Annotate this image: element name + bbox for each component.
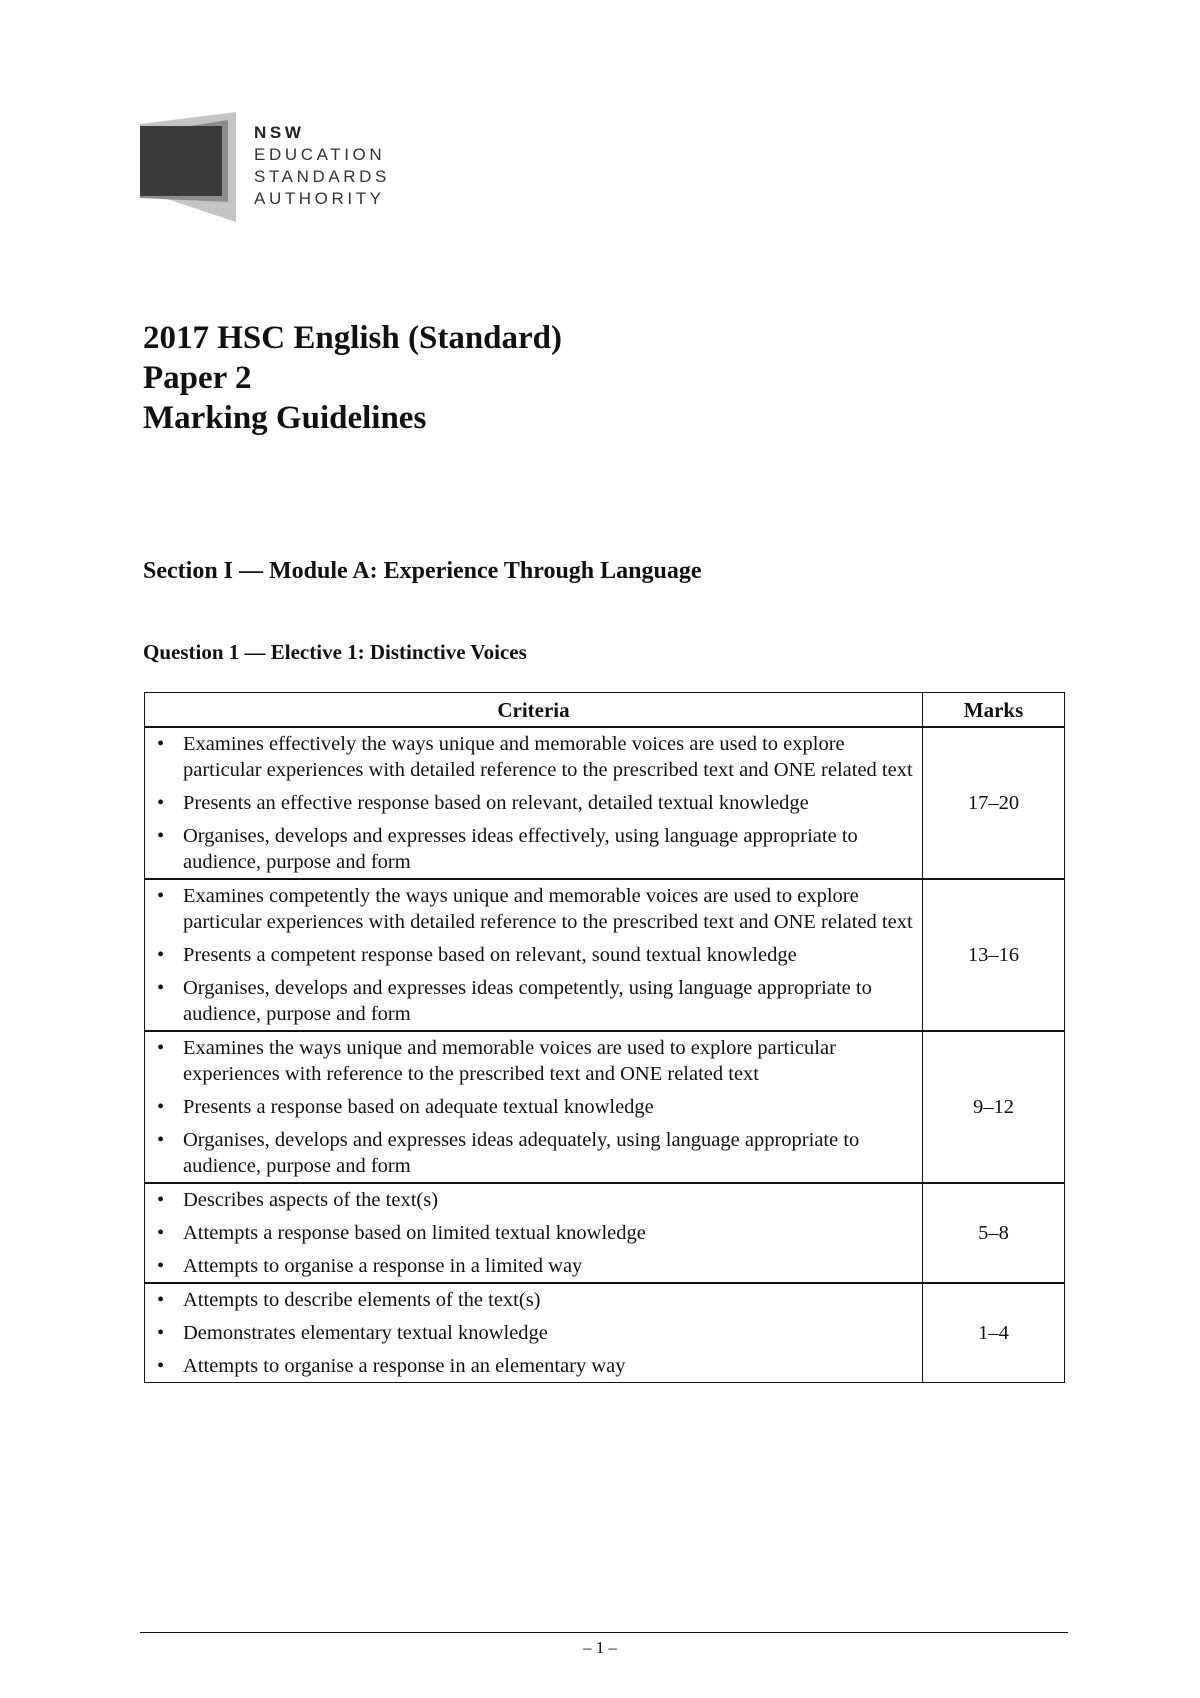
criterion-item: • Presents a competent response based on relevant, sound textual knowledge — [153, 942, 916, 968]
criterion-item: • Demonstrates elementary textual knowledge — [153, 1320, 916, 1346]
criterion-item: • Attempts to describe elements of the text(s) — [153, 1287, 916, 1313]
marks-cell: 1–4 — [923, 1283, 1065, 1383]
criterion-item: • Organises, develops and expresses ideas competently, using language appropriate to audience, purpose and form — [153, 975, 916, 1027]
table-row — [145, 879, 1065, 1031]
criterion-item: • Examines competently the ways unique and memorable voices are used to explore particular experiences with detailed reference to the prescribed text and ONE related text — [153, 883, 916, 935]
document-title — [143, 318, 562, 438]
criteria-cell — [145, 879, 923, 1031]
criterion-item: • Organises, develops and expresses ideas adequately, using language appropriate to audience, purpose and form — [153, 1127, 916, 1179]
section-heading: Section I — Module A: Experience Through Language — [143, 558, 702, 584]
criteria-cell — [145, 1183, 923, 1283]
marks-cell: 13–16 — [923, 879, 1065, 1031]
table-row — [145, 1031, 1065, 1183]
title-line-2: Paper 2 — [143, 360, 252, 396]
criterion-item: • Attempts to organise a response in a limited way — [153, 1253, 916, 1279]
page-number: – 1 – — [583, 1638, 617, 1657]
criterion-item: • Attempts a response based on limited textual knowledge — [153, 1220, 916, 1246]
marking-criteria-table — [144, 692, 1065, 1383]
criterion-item: • Presents an effective response based on relevant, detailed textual knowledge — [153, 790, 916, 816]
logo-line: STANDARDS — [254, 167, 390, 186]
marks-column-header: Marks — [923, 693, 1065, 728]
criteria-cell — [145, 1283, 923, 1383]
table-row — [145, 1283, 1065, 1383]
footer-divider — [140, 1632, 1068, 1633]
marks-cell: 17–20 — [923, 727, 1065, 879]
criterion-item: • Examines effectively the ways unique and memorable voices are used to explore particular experiences with detailed reference to the prescribed text and ONE related text — [153, 731, 916, 783]
criterion-item: • Examines the ways unique and memorable voices are used to explore particular experiences with reference to the prescribed text and ONE related text — [153, 1035, 916, 1087]
marks-cell: 9–12 — [923, 1031, 1065, 1183]
logo-line: EDUCATION — [254, 145, 386, 164]
logo-line: NSW — [254, 123, 305, 142]
criterion-item: • Describes aspects of the text(s) — [153, 1187, 916, 1213]
criteria-column-header: Criteria — [145, 693, 923, 728]
table-row — [145, 1183, 1065, 1283]
logo-wordmark — [254, 122, 390, 210]
nsw-esa-logo — [140, 112, 420, 222]
table-header-row — [145, 693, 1065, 728]
criteria-cell — [145, 1031, 923, 1183]
marks-cell: 5–8 — [923, 1183, 1065, 1283]
title-line-1: 2017 HSC English (Standard) — [143, 320, 563, 356]
logo-mark-icon — [140, 112, 240, 222]
criterion-item: • Attempts to organise a response in an elementary way — [153, 1353, 916, 1379]
criteria-cell — [145, 727, 923, 879]
question-heading: Question 1 — Elective 1: Distinctive Voices — [143, 640, 527, 664]
table-row — [145, 727, 1065, 879]
criterion-item: • Presents a response based on adequate textual knowledge — [153, 1094, 916, 1120]
logo-line: AUTHORITY — [254, 189, 385, 208]
criterion-item: • Organises, develops and expresses ideas effectively, using language appropriate to audience, purpose and form — [153, 823, 916, 875]
title-line-3: Marking Guidelines — [143, 400, 427, 436]
